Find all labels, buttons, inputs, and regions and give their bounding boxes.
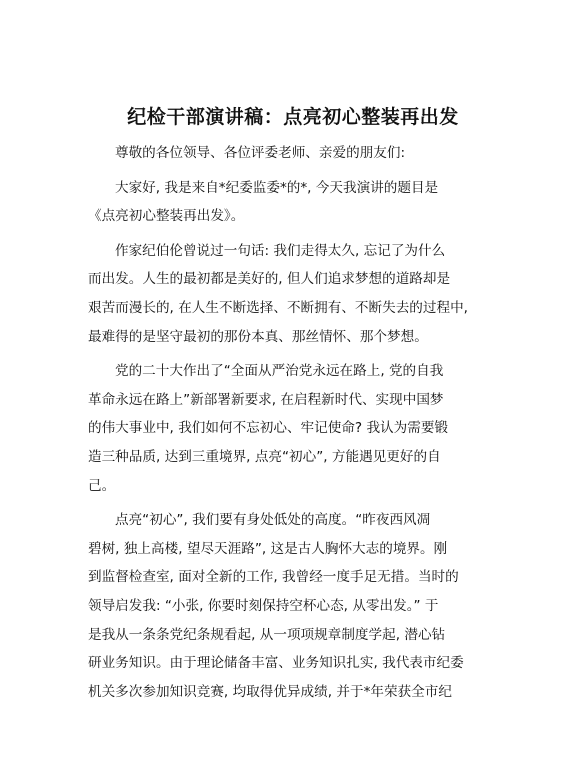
- paragraph-line: 是我从一条条党纪条规看起, 从一项项规章制度学起, 潜心钻: [88, 626, 446, 643]
- salutation-line: 尊敬的各位领导、各位评委老师、亲爱的朋友们:: [115, 145, 406, 161]
- paragraph-line: 点亮“初心”, 我们要有身处低处的高度。“昨夜西风凋: [115, 512, 431, 529]
- paragraph-line: 大家好, 我是来自*纪委监委*的*, 今天我演讲的题目是: [115, 179, 439, 196]
- paragraph-line: 研业务知识。由于理论储备丰富、业务知识扎实, 我代表市纪委: [88, 655, 464, 672]
- paragraph-line: 党的二十大作出了“全面从严治党永远在路上, 党的自我: [115, 363, 444, 380]
- paragraph-line: 最难得的是坚守最初的那份本真、那丝情怀、那个梦想。: [88, 328, 428, 345]
- paragraph-line: 到监督检查室, 面对全新的工作, 我曾经一度手足无措。当时的: [88, 569, 459, 586]
- paragraph-line: 己。: [88, 477, 116, 494]
- paragraph-line: 的伟大事业中, 我们如何不忘初心、牢记使命? 我认为需要锻: [88, 420, 449, 437]
- paragraph-line: 革命永远在路上”新部署新要求, 在启程新时代、实现中国梦: [88, 391, 444, 408]
- paragraph-line: 领导启发我: “小张, 你要时刻保持空杯心态, 从零出发。” 于: [88, 597, 439, 614]
- paragraph-line: 作家纪伯伦曾说过一句话: 我们走得太久, 忘记了为什么: [115, 242, 446, 259]
- paragraph-line: 机关多次参加知识竞赛, 均取得优异成绩, 并于*年荣获全市纪: [88, 683, 452, 700]
- paragraph-line: 而出发。人生的最初都是美好的, 但人们追求梦想的道路却是: [88, 271, 451, 288]
- paragraph-line: 艰苦而漫长的, 在人生不断选择、不断拥有、不断失去的过程中,: [88, 299, 468, 316]
- paragraph-line: 碧树, 独上高楼, 望尽天涯路”, 这是古人胸怀大志的境界。刚: [88, 540, 448, 557]
- document-title: 纪检干部演讲稿：点亮初心整装再出发: [127, 106, 459, 128]
- paragraph-line: 造三种品质, 达到三重境界, 点亮“初心”, 方能遇见更好的自: [88, 448, 441, 465]
- paragraph-line: 《点亮初心整装再出发》。: [88, 208, 245, 225]
- document-body: [88, 139, 508, 706]
